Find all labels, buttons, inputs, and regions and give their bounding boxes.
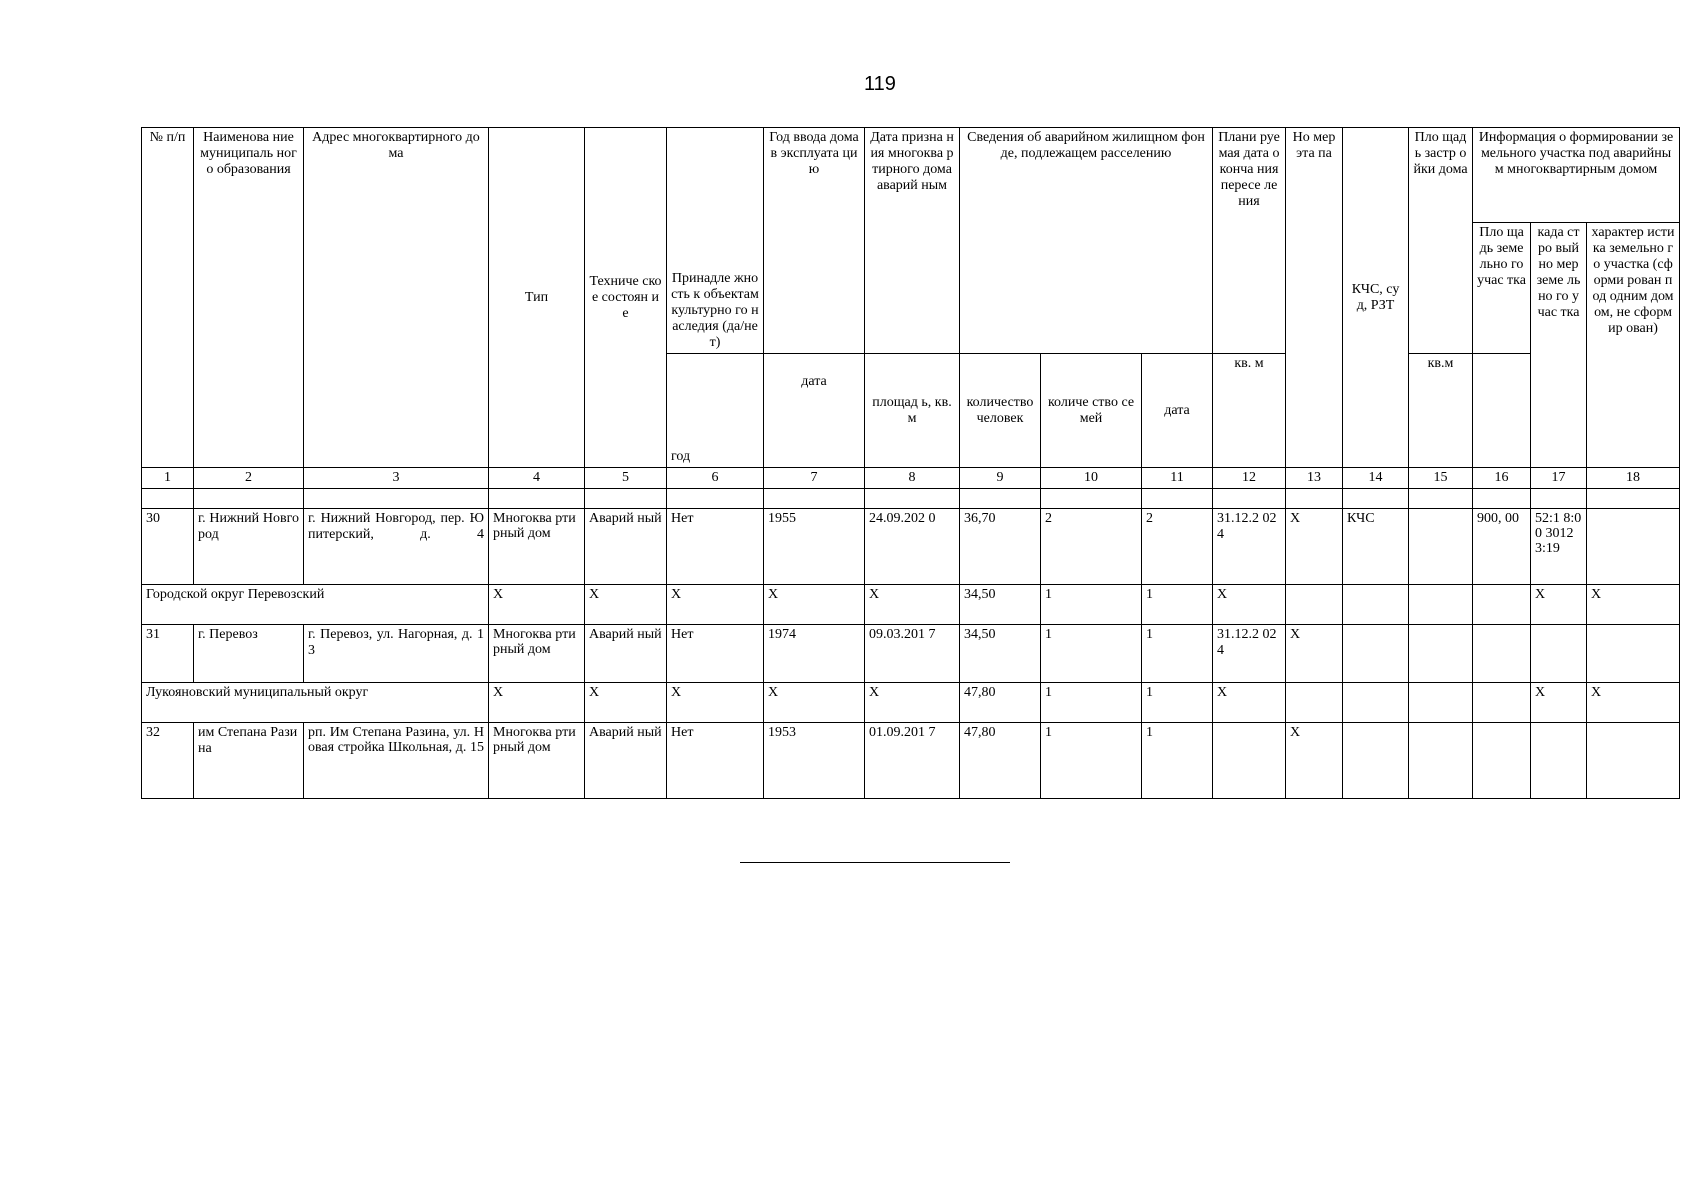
- column-number: 5: [585, 468, 667, 489]
- type-cell: Многоква ртирный дом: [489, 723, 585, 799]
- header-cols-9-11: Сведения об аварийном жилищном фонде, подлежащем расселению: [960, 128, 1213, 354]
- municipality-cell: г. Нижний Новгород: [194, 509, 304, 585]
- people-cell: 1: [1041, 723, 1142, 799]
- header-unit-7: год: [667, 354, 764, 468]
- address-cell: г. Нижний Новгород, пер. Юпитерский, д. 4: [304, 509, 489, 585]
- header-unit-8: дата: [764, 354, 865, 468]
- column-number: 14: [1343, 468, 1409, 489]
- municipality-cell: г. Перевоз: [194, 625, 304, 683]
- district-row-perevoz: [142, 585, 1680, 625]
- header-col-3: Адрес многоквартирного дома: [304, 128, 489, 468]
- column-number: 8: [865, 468, 960, 489]
- header-col-15: Пло щадь застр ойки дома: [1409, 128, 1473, 354]
- year-cell: 1953: [764, 723, 865, 799]
- header-unit-16: кв.м: [1409, 354, 1473, 468]
- land-area-cell: 900, 00: [1473, 509, 1531, 585]
- page-number: 119: [864, 73, 896, 95]
- column-number: 2: [194, 468, 304, 489]
- people-cell: 2: [1041, 509, 1142, 585]
- x-mark: Х: [667, 683, 764, 723]
- header-unit-15: кв. м: [1213, 354, 1286, 468]
- column-number: 3: [304, 468, 489, 489]
- area-cell: 47,80: [960, 723, 1041, 799]
- type-cell: Многоква ртирный дом: [489, 625, 585, 683]
- district-row-lukoyanov: [142, 683, 1680, 723]
- condition-cell: Аварий ный: [585, 625, 667, 683]
- column-number: 1: [142, 468, 194, 489]
- header-col-7: Год ввода дома в эксплуата цию: [764, 128, 865, 354]
- stage-cell: Х: [1286, 723, 1343, 799]
- x-mark: Х: [1213, 585, 1286, 625]
- families-cell: 1: [1142, 723, 1213, 799]
- column-number: 9: [960, 468, 1041, 489]
- year-cell: 1974: [764, 625, 865, 683]
- families-total: 1: [1142, 683, 1213, 723]
- spacer-row: [142, 489, 1680, 509]
- families-cell: 2: [1142, 509, 1213, 585]
- header-unit-12: дата: [1142, 354, 1213, 468]
- area-cell: 36,70: [960, 509, 1041, 585]
- x-mark: Х: [865, 683, 960, 723]
- column-number-row: [142, 468, 1680, 489]
- header-col-12: Плани руемая дата оконча ния пересе ления: [1213, 128, 1286, 354]
- header-col-13: Но мер эта па: [1286, 128, 1343, 468]
- recognition-date-cell: 09.03.201 7: [865, 625, 960, 683]
- area-total: 47,80: [960, 683, 1041, 723]
- stage-cell: Х: [1286, 509, 1343, 585]
- heritage-cell: Нет: [667, 625, 764, 683]
- x-mark: Х: [764, 585, 865, 625]
- column-number: 17: [1531, 468, 1587, 489]
- x-mark: Х: [489, 683, 585, 723]
- year-cell: 1955: [764, 509, 865, 585]
- header-col-1: № п/п: [142, 128, 194, 468]
- header-col-18: характер истика земельно го участка (сформи рован под одним домом, не сформир ован): [1587, 223, 1680, 468]
- table-row-32: [142, 723, 1680, 799]
- type-cell: Многоква ртирный дом: [489, 509, 585, 585]
- x-mark: Х: [1587, 683, 1680, 723]
- heritage-cell: Нет: [667, 509, 764, 585]
- footer-divider-line: [740, 862, 1010, 863]
- x-mark: Х: [1531, 585, 1587, 625]
- header-col-5: Техниче ское состоян ие: [585, 128, 667, 468]
- row-number: 31: [142, 625, 194, 683]
- column-number: 6: [667, 468, 764, 489]
- x-mark: Х: [585, 683, 667, 723]
- people-total: 1: [1041, 585, 1142, 625]
- condition-cell: Аварий ный: [585, 509, 667, 585]
- row-number: 32: [142, 723, 194, 799]
- header-cols-16-18: Информация о формировании земельного участка под аварийным многоквартирным домом: [1473, 128, 1680, 223]
- column-number: 15: [1409, 468, 1473, 489]
- district-name: Лукояновский муниципальный округ: [142, 683, 489, 723]
- built-area-cell: [1409, 509, 1473, 585]
- cadastral-number-cell: 52:1 8:00 3012 3:19: [1531, 509, 1587, 585]
- column-number: 7: [764, 468, 865, 489]
- x-mark: Х: [1587, 585, 1680, 625]
- x-mark: Х: [489, 585, 585, 625]
- column-number: 11: [1142, 468, 1213, 489]
- header-col-4: Тип: [489, 128, 585, 468]
- planned-date-cell: 31.12.2 024: [1213, 625, 1286, 683]
- area-cell: 34,50: [960, 625, 1041, 683]
- header-col-8: Дата призна ния многоква ртирного дома аварий ным: [865, 128, 960, 354]
- column-number: 4: [489, 468, 585, 489]
- recognition-date-cell: 01.09.201 7: [865, 723, 960, 799]
- district-name: Городской округ Перевозский: [142, 585, 489, 625]
- address-cell: г. Перевоз, ул. Нагорная, д. 13: [304, 625, 489, 683]
- header-col-17: када стро вый но мер земе льно го учас тка: [1531, 223, 1587, 468]
- header-unit-11: количе ство семей: [1041, 354, 1142, 468]
- people-total: 1: [1041, 683, 1142, 723]
- header-col-2: Наименова ние муниципаль ного образования: [194, 128, 304, 468]
- row-number: 30: [142, 509, 194, 585]
- stage-cell: Х: [1286, 625, 1343, 683]
- x-mark: Х: [1531, 683, 1587, 723]
- column-number: 18: [1587, 468, 1680, 489]
- header-row-top: [142, 128, 1680, 223]
- land-characteristic-cell: [1587, 509, 1680, 585]
- x-mark: Х: [764, 683, 865, 723]
- emergency-housing-table: [141, 127, 1680, 799]
- column-number: 10: [1041, 468, 1142, 489]
- condition-cell: Аварий ный: [585, 723, 667, 799]
- people-cell: 1: [1041, 625, 1142, 683]
- header-unit-10: количество человек: [960, 354, 1041, 468]
- heritage-cell: Нет: [667, 723, 764, 799]
- municipality-cell: им Степана Разина: [194, 723, 304, 799]
- families-cell: 1: [1142, 625, 1213, 683]
- x-mark: Х: [667, 585, 764, 625]
- planned-date-cell: 31.12.2 024: [1213, 509, 1286, 585]
- x-mark: Х: [865, 585, 960, 625]
- address-cell: рп. Им Степана Разина, ул. Новая стройка Школьная, д. 15: [304, 723, 489, 799]
- families-total: 1: [1142, 585, 1213, 625]
- header-unit-9: площад ь, кв.м: [865, 354, 960, 468]
- x-mark: Х: [585, 585, 667, 625]
- header-col-16: Пло щадь земе льно го учас тка: [1473, 223, 1531, 354]
- column-number: 13: [1286, 468, 1343, 489]
- area-total: 34,50: [960, 585, 1041, 625]
- x-mark: Х: [1213, 683, 1286, 723]
- column-number: 12: [1213, 468, 1286, 489]
- table-row-31: [142, 625, 1680, 683]
- header-col-6: Принадле жность к объектам культурно го наследия (да/нет): [667, 128, 764, 354]
- table-row-30: [142, 509, 1680, 585]
- header-col-14: КЧС, суд, РЗТ: [1343, 128, 1409, 468]
- kchs-cell: КЧС: [1343, 509, 1409, 585]
- recognition-date-cell: 24.09.202 0: [865, 509, 960, 585]
- column-number: 16: [1473, 468, 1531, 489]
